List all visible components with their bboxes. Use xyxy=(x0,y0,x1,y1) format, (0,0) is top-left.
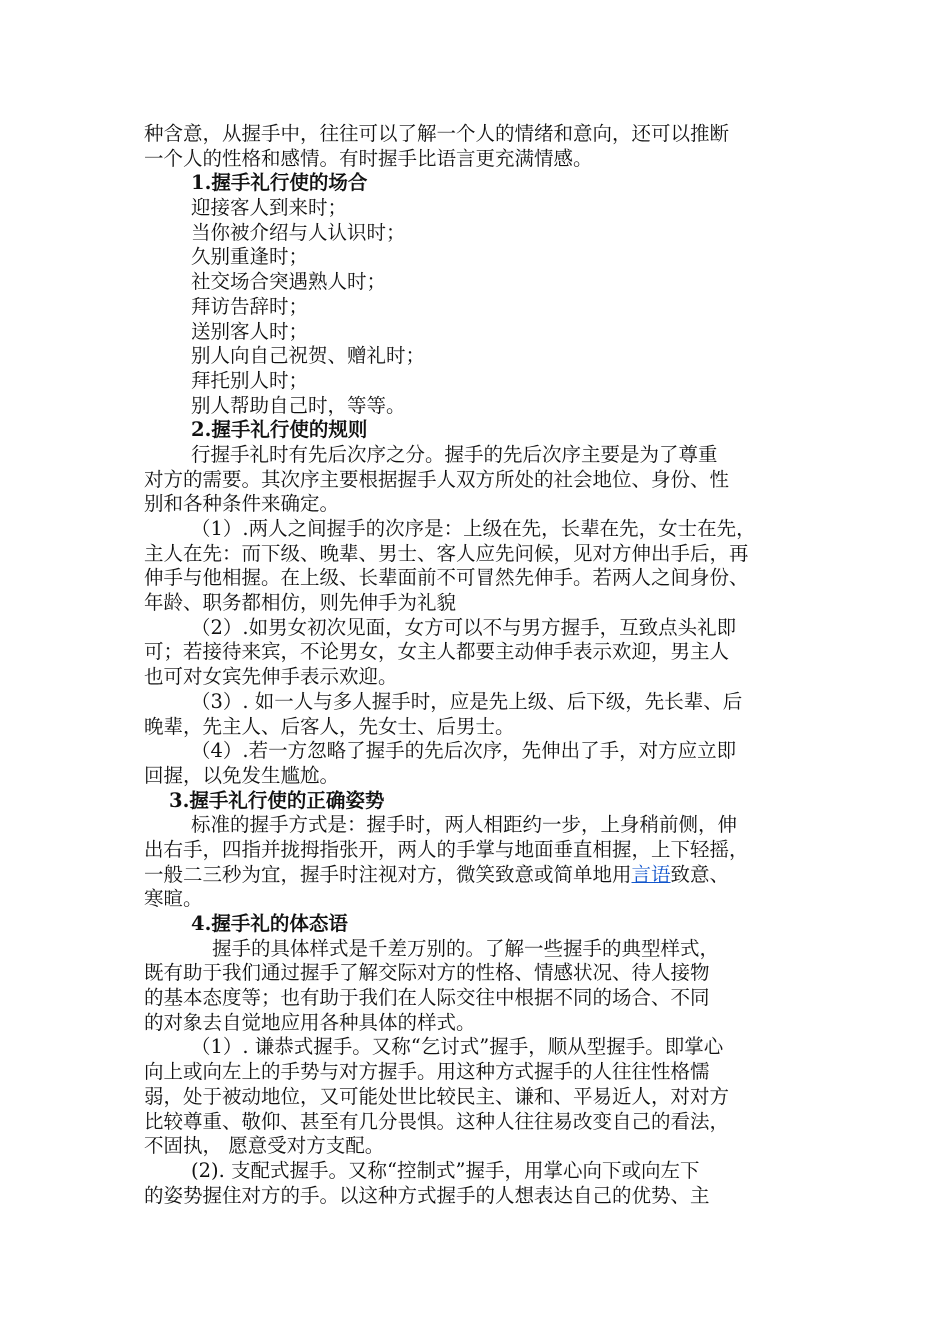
paragraph-line: 握手的具体样式是千差万别的。了解一些握手的典型样式， xyxy=(212,936,720,960)
paragraph-line: 弱，处于被动地位，又可能处世比较民主、谦和、平易近人，对对方 xyxy=(144,1084,730,1108)
paragraph-line: 既有助于我们通过握手了解交际对方的性格、情感状况、待人接物 xyxy=(144,961,710,985)
paragraph-line: 不固执， 愿意受对方支配。 xyxy=(144,1134,385,1158)
paragraph-line: 的对象去自觉地应用各种具体的样式。 xyxy=(144,1010,476,1034)
paragraph-line: 晚辈，先主人、后客人，先女士、后男士。 xyxy=(144,714,515,738)
paragraph-line: 种含意，从握手中，往往可以了解一个人的情绪和意向，还可以推断 xyxy=(144,122,730,145)
paragraph-line: 对方的需要。其次序主要根据握手人双方所处的社会地位、身份、性 xyxy=(144,467,730,491)
paragraph-text: 一般二三秒为宜，握手时注视对方，微笑致意或简单地用 xyxy=(144,862,632,886)
paragraph-line: (2). 支配式握手。又称“控制式”握手，用掌心向下或向左下 xyxy=(191,1158,700,1182)
paragraph-line: 伸手与他相握。在上级、长辈面前不可冒然先伸手。若两人之间身份、 xyxy=(144,566,749,590)
paragraph-line: 的基本态度等；也有助于我们在人际交往中根据不同的场合、不同 xyxy=(144,986,710,1010)
paragraph-line: 出右手，四指并拢拇指张开，两人的手掌与地面垂直相握，上下轻摇， xyxy=(144,837,749,861)
section-heading-3: 3.握手礼行使的正确姿势 xyxy=(169,788,385,812)
paragraph-line: 年龄、职务都相仿，则先伸手为礼貌 xyxy=(144,591,457,615)
section-heading-2: 2.握手礼行使的规则 xyxy=(191,418,368,442)
list-item: 拜访告辞时； xyxy=(191,294,309,318)
list-item: 拜托别人时； xyxy=(191,368,309,392)
section-heading-1: 1.握手礼行使的场合 xyxy=(191,171,368,195)
paragraph-line: 的姿势握住对方的手。以这种方式握手的人想表达自己的优势、主 xyxy=(144,1183,710,1207)
paragraph-text: 致意、 xyxy=(670,862,730,886)
yanyu-link[interactable]: 言语 xyxy=(631,862,671,886)
paragraph-line xyxy=(144,863,810,888)
paragraph-line: （1）. 谦恭式握手。又称“乞讨式”握手，顺从型握手。即掌心 xyxy=(191,1035,724,1059)
paragraph-line: 行握手礼时有先后次序之分。握手的先后次序主要是为了尊重 xyxy=(191,442,718,466)
paragraph-line: 寒暄。 xyxy=(144,887,203,911)
list-item: 久别重逢时； xyxy=(191,245,309,269)
list-item: 迎接客人到来时； xyxy=(191,196,348,220)
paragraph-line: 主人在先：而下级、晚辈、男士、客人应先问候，见对方伸出手后，再 xyxy=(144,541,749,565)
paragraph-line: 一个人的性格和感情。有时握手比语言更充满情感。 xyxy=(144,146,593,170)
list-item: 别人向自己祝贺、赠礼时； xyxy=(191,344,426,368)
list-item: 别人帮助自己时，等等。 xyxy=(191,393,406,417)
paragraph-line: 可；若接待来宾，不论男女，女主人都要主动伸手表示欢迎，男主人 xyxy=(144,640,730,664)
paragraph-line: （3）. 如一人与多人握手时，应是先上级、后下级，先长辈、后 xyxy=(191,689,743,713)
paragraph-line: 别和各种条件来确定。 xyxy=(144,492,340,516)
paragraph-line: 回握，以免发生尴尬。 xyxy=(144,763,340,787)
section-heading-4: 4.握手礼的体态语 xyxy=(191,912,348,935)
paragraph-line: 也可对女宾先伸手表示欢迎。 xyxy=(144,665,398,689)
list-item: 送别客人时； xyxy=(191,319,309,343)
paragraph-line: 比较尊重、敬仰、甚至有几分畏惧。这种人往往易改变自己的看法， xyxy=(144,1109,730,1133)
paragraph-line: 标准的握手方式是：握手时，两人相距约一步，上身稍前侧，伸 xyxy=(191,813,738,837)
paragraph-line: （4）.若一方忽略了握手的先后次序，先伸出了手，对方应立即 xyxy=(191,739,737,763)
list-item: 社交场合突遇熟人时； xyxy=(191,270,387,294)
paragraph-line: 向上或向左上的手势与对方握手。用这种方式握手的人往往性格懦 xyxy=(144,1060,710,1084)
paragraph-line: （1）.两人之间握手的次序是：上级在先，长辈在先，女士在先， xyxy=(191,517,756,540)
document-body xyxy=(144,122,810,1208)
list-item: 当你被介绍与人认识时； xyxy=(191,220,406,244)
paragraph-line: （2）.如男女初次见面，女方可以不与男方握手，互致点头礼即 xyxy=(191,615,737,639)
